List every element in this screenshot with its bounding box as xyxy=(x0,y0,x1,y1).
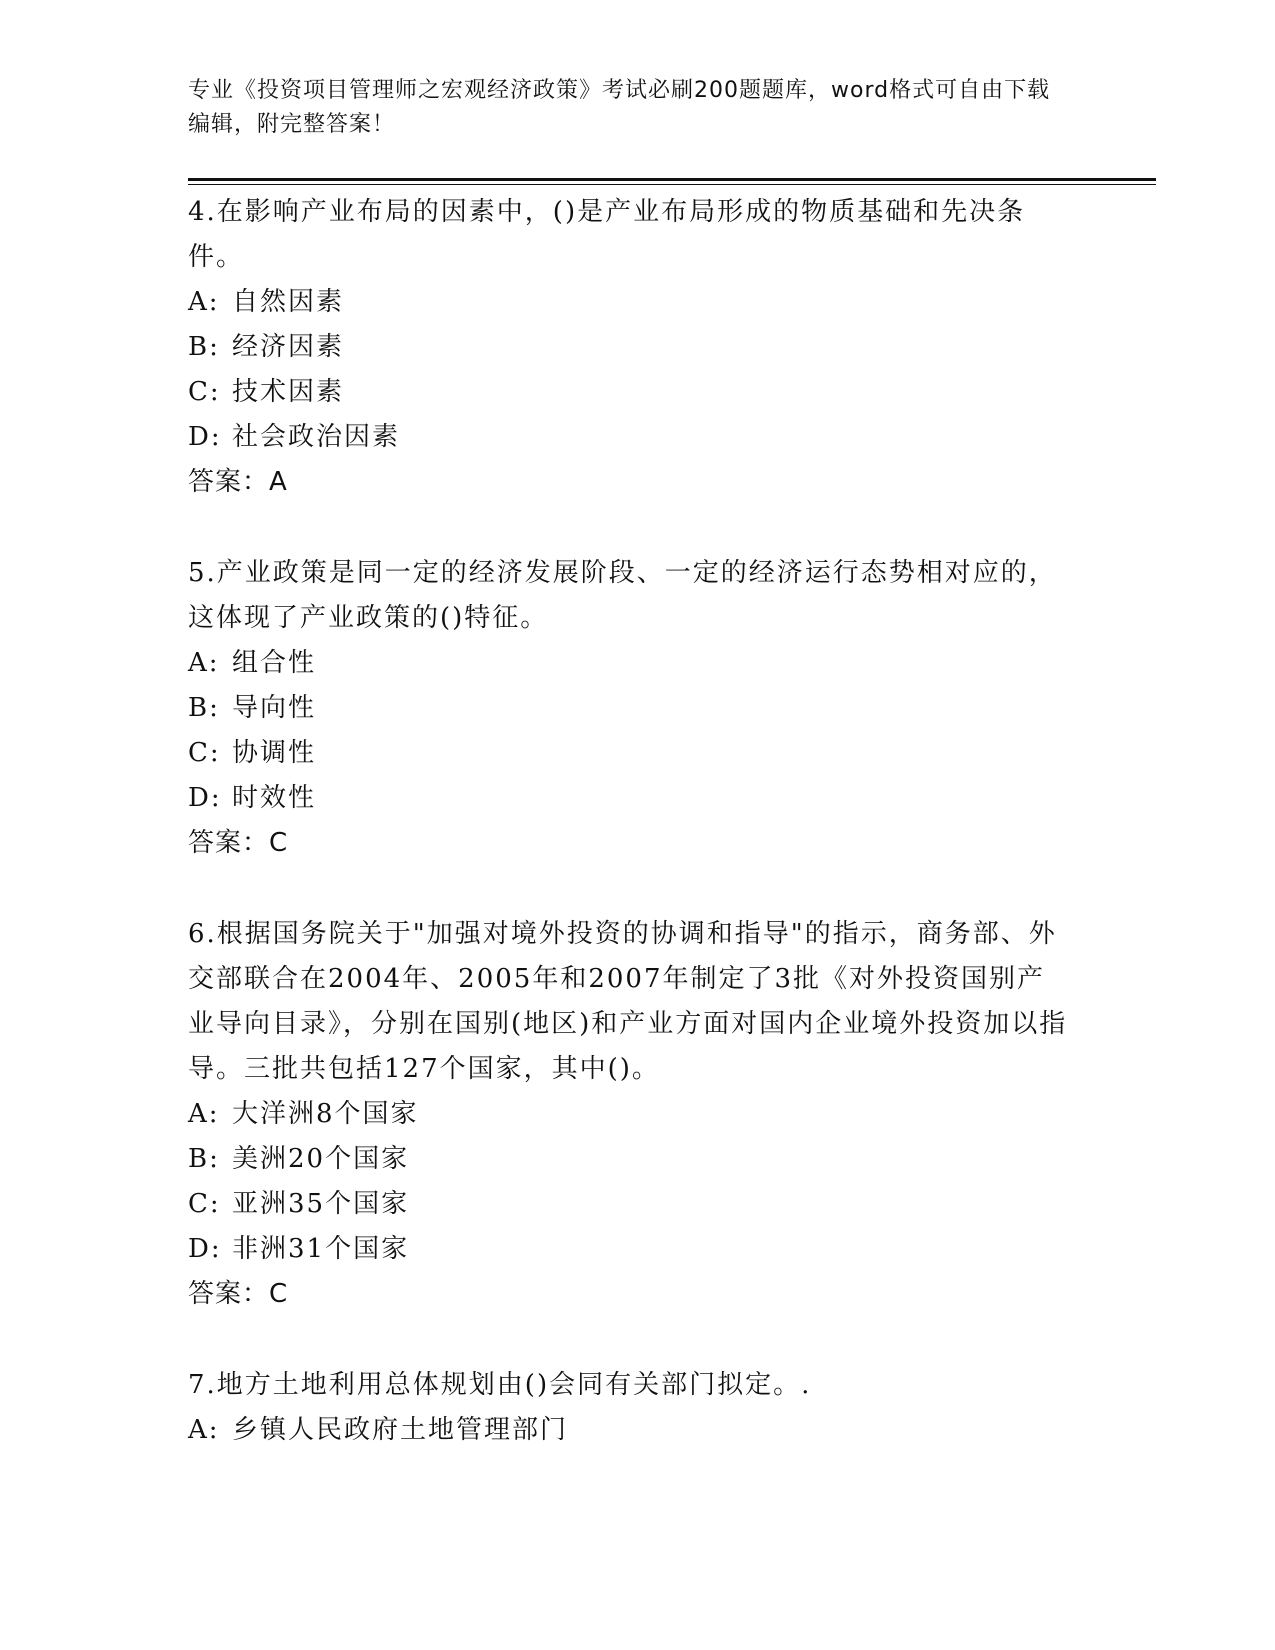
option-a xyxy=(188,280,1068,325)
document-header xyxy=(188,74,1068,142)
question-stem: 4.在影响产业布局的因素中，()是产业布局形成的物质基础和先决条件。 xyxy=(188,197,1026,272)
option-text: 组合性 xyxy=(232,648,317,678)
option-key: D: xyxy=(188,783,222,813)
answer-line: 答案：C xyxy=(188,1279,289,1309)
option-a xyxy=(188,1408,1068,1453)
answer-line: 答案：A xyxy=(188,467,288,497)
option-key: A: xyxy=(188,648,220,678)
option-text: 导向性 xyxy=(232,693,317,723)
question-5 xyxy=(188,551,1068,866)
option-text: 协调性 xyxy=(232,738,317,768)
question-stem: 5.产业政策是同一定的经济发展阶段、一定的经济运行态势相对应的，这体现了产业政策的()特征。 xyxy=(188,558,1057,633)
option-key: D: xyxy=(188,422,222,452)
option-text: 美洲20个国家 xyxy=(232,1144,410,1174)
option-key: A: xyxy=(188,1099,220,1129)
option-key: B: xyxy=(188,332,220,362)
question-4 xyxy=(188,190,1068,505)
option-text: 技术因素 xyxy=(232,377,345,407)
option-b xyxy=(188,325,1068,370)
header-divider-thin xyxy=(188,184,1156,185)
option-c xyxy=(188,1182,1068,1227)
option-text: 亚洲35个国家 xyxy=(232,1189,410,1219)
answer-line: 答案：C xyxy=(188,828,289,858)
option-text: 大洋洲8个国家 xyxy=(232,1099,419,1129)
header-divider-thick xyxy=(188,178,1156,181)
header-intro-text: 专业《投资项目管理师之宏观经济政策》考试必刷200题题库，word格式可自由下载编辑，附完整答案！ xyxy=(188,78,1051,137)
option-text: 经济因素 xyxy=(232,332,345,362)
option-key: C: xyxy=(188,1189,221,1219)
option-text: 非洲31个国家 xyxy=(232,1234,410,1264)
question-list xyxy=(188,190,1068,1499)
question-7 xyxy=(188,1363,1068,1453)
option-key: A: xyxy=(188,1415,220,1445)
option-key: C: xyxy=(188,738,221,768)
question-6 xyxy=(188,912,1068,1317)
question-stem: 6.根据国务院关于"加强对境外投资的协调和指导"的指示，商务部、外交部联合在2004年、2005年和2007年制定了3批《对外投资国别产业导向目录》，分别在国别(地区)和产业方面对国内企业境外投资加以指导。三批共包括127个国家，其中()。 xyxy=(188,919,1068,1084)
option-text: 时效性 xyxy=(232,783,317,813)
option-d xyxy=(188,415,1068,460)
option-d xyxy=(188,1227,1068,1272)
question-stem: 7.地方土地利用总体规划由()会同有关部门拟定。. xyxy=(188,1370,812,1400)
option-key: A: xyxy=(188,287,220,317)
option-text: 乡镇人民政府土地管理部门 xyxy=(232,1415,569,1445)
option-d xyxy=(188,776,1068,821)
option-key: C: xyxy=(188,377,221,407)
option-a xyxy=(188,1092,1068,1137)
option-key: B: xyxy=(188,693,220,723)
option-text: 社会政治因素 xyxy=(232,422,401,452)
option-c xyxy=(188,731,1068,776)
option-c xyxy=(188,370,1068,415)
option-key: B: xyxy=(188,1144,220,1174)
option-text: 自然因素 xyxy=(232,287,345,317)
option-b xyxy=(188,686,1068,731)
option-key: D: xyxy=(188,1234,222,1264)
option-b xyxy=(188,1137,1068,1182)
option-a xyxy=(188,641,1068,686)
